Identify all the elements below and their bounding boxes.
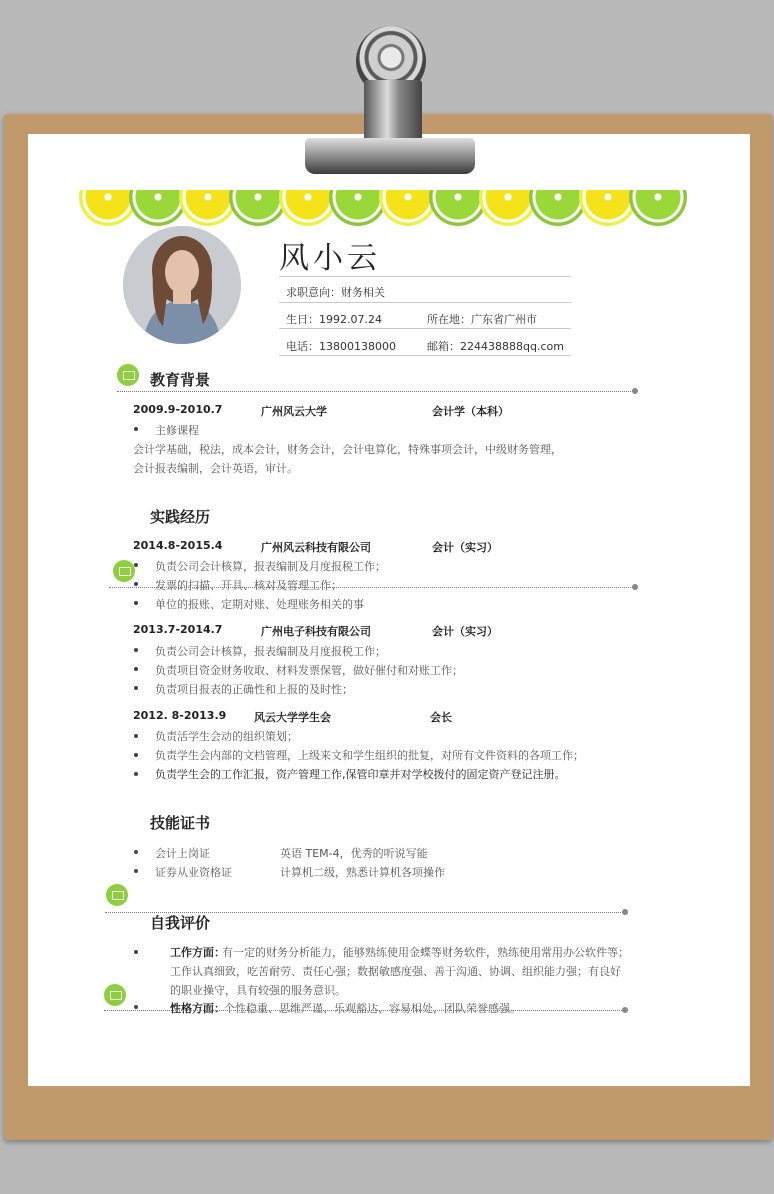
- job-period: 2014.8-2015.4: [133, 539, 223, 552]
- job-duty: 负责项目资金财务收取、材料发票保管，做好催付和对账工作；: [155, 664, 463, 677]
- section-divider: [104, 1010, 624, 1011]
- job-duty: 负责学生会内部的文档管理，上级来文和学生组织的批复，对所有文件资料的各项工作；: [155, 749, 584, 762]
- email: 邮箱：224438888qq.com: [427, 340, 564, 353]
- certificate-icon: [106, 884, 128, 906]
- course-text: 会计报表编制，会计英语，审计。: [133, 462, 298, 475]
- divider-dot: [622, 909, 628, 915]
- work-label: 工作方面：: [170, 946, 225, 959]
- lemon-banner: [79, 190, 694, 226]
- job-period: 2013.7-2014.7: [133, 623, 223, 636]
- job-duty: 负责学生会的工作汇报，资产管理工作,保管印章并对学校拨付的固定资产登记注册。: [155, 768, 566, 781]
- edu-period: 2009.9-2010.7: [133, 403, 223, 416]
- skill-desc: 英语 TEM-4，优秀的听说写能: [280, 847, 428, 860]
- bullet: [134, 869, 138, 873]
- bullet: [134, 772, 138, 776]
- job-duty: 发票的扫描、开具、核对及管理工作；: [155, 579, 342, 592]
- skill-desc: 计算机二级，熟悉计算机各项操作: [280, 866, 445, 879]
- course-text: 会计学基础，税法，成本会计，财务会计，会计电算化，特殊事项会计，中级财务管理，: [133, 443, 562, 456]
- job-duty: 负责公司会计核算，报表编制及月度报税工作；: [155, 560, 386, 573]
- job-org: 风云大学学生会: [254, 711, 331, 724]
- graduation-cap-icon: [117, 364, 139, 386]
- candidate-name: 风小云: [279, 241, 381, 276]
- job-duty: 单位的报账、定期对账、处理账务相关的事: [155, 598, 364, 611]
- bullet: [134, 427, 138, 431]
- self-eval-title: 自我评价: [150, 914, 211, 932]
- job-role: 会计（实习）: [432, 625, 498, 638]
- pencil-icon: [104, 984, 126, 1006]
- job-intent: 求职意向：财务相关: [286, 286, 385, 299]
- job-role: 会长: [430, 711, 452, 724]
- bullet: [134, 734, 138, 738]
- header-divider: [279, 302, 571, 303]
- skills-title: 技能证书: [150, 814, 211, 832]
- education-title: 教育背景: [150, 371, 211, 389]
- bullet: [134, 850, 138, 854]
- bullet: [134, 950, 138, 954]
- binder-clip-icon: [305, 138, 475, 174]
- edu-major: 会计学（本科）: [432, 405, 509, 418]
- bullet: [134, 1005, 138, 1009]
- header-divider: [279, 328, 571, 329]
- bullet: [134, 648, 138, 652]
- divider-dot: [632, 584, 638, 590]
- divider-dot: [632, 388, 638, 394]
- bullet: [134, 601, 138, 605]
- job-org: 广州电子科技有限公司: [261, 625, 371, 638]
- header-divider: [279, 355, 571, 356]
- job-duty: 负责公司会计核算，报表编制及月度报税工作；: [155, 645, 386, 658]
- briefcase-icon: [113, 560, 135, 582]
- location: 所在地：广东省广州市: [427, 313, 537, 326]
- bullet: [134, 686, 138, 690]
- job-role: 会计（实习）: [432, 541, 498, 554]
- course-label: 主修课程: [155, 424, 199, 437]
- character-label: 性格方面：: [170, 1002, 225, 1015]
- profile-photo: [123, 226, 241, 344]
- phone: 电话：13800138000: [286, 340, 396, 353]
- character-text: 个性稳重、思维严谨、乐观豁达、容易相处，团队荣誉感强。: [224, 1002, 521, 1015]
- work-text: 的职业操守，具有较强的服务意识。: [170, 984, 346, 997]
- header-divider: [279, 276, 571, 277]
- job-org: 广州风云科技有限公司: [261, 541, 371, 554]
- bullet: [134, 753, 138, 757]
- skill-name: 会计上岗证: [155, 847, 210, 860]
- work-text: 工作认真细致，吃苦耐劳、责任心强；数据敏感度强、善于沟通、协调、组织能力强；有良好: [170, 965, 621, 978]
- job-duty: 负责活学生会动的组织策划；: [155, 730, 298, 743]
- bullet: [134, 563, 138, 567]
- work-text: 有一定的财务分析能力，能够熟练使用金蝶等财务软件，熟练使用常用办公软件等；: [222, 946, 629, 959]
- section-divider: [117, 391, 635, 392]
- birth-date: 生日：1992.07.24: [286, 313, 382, 326]
- bullet: [134, 582, 138, 586]
- bullet: [134, 667, 138, 671]
- skill-name: 证券从业资格证: [155, 866, 232, 879]
- divider-dot: [622, 1007, 628, 1013]
- edu-school: 广州风云大学: [261, 405, 327, 418]
- lime-slice-icon: [629, 190, 687, 226]
- job-period: 2012. 8-2013.9: [133, 709, 227, 722]
- practice-title: 实践经历: [150, 508, 211, 526]
- job-duty: 负责项目报表的正确性和上报的及时性；: [155, 683, 353, 696]
